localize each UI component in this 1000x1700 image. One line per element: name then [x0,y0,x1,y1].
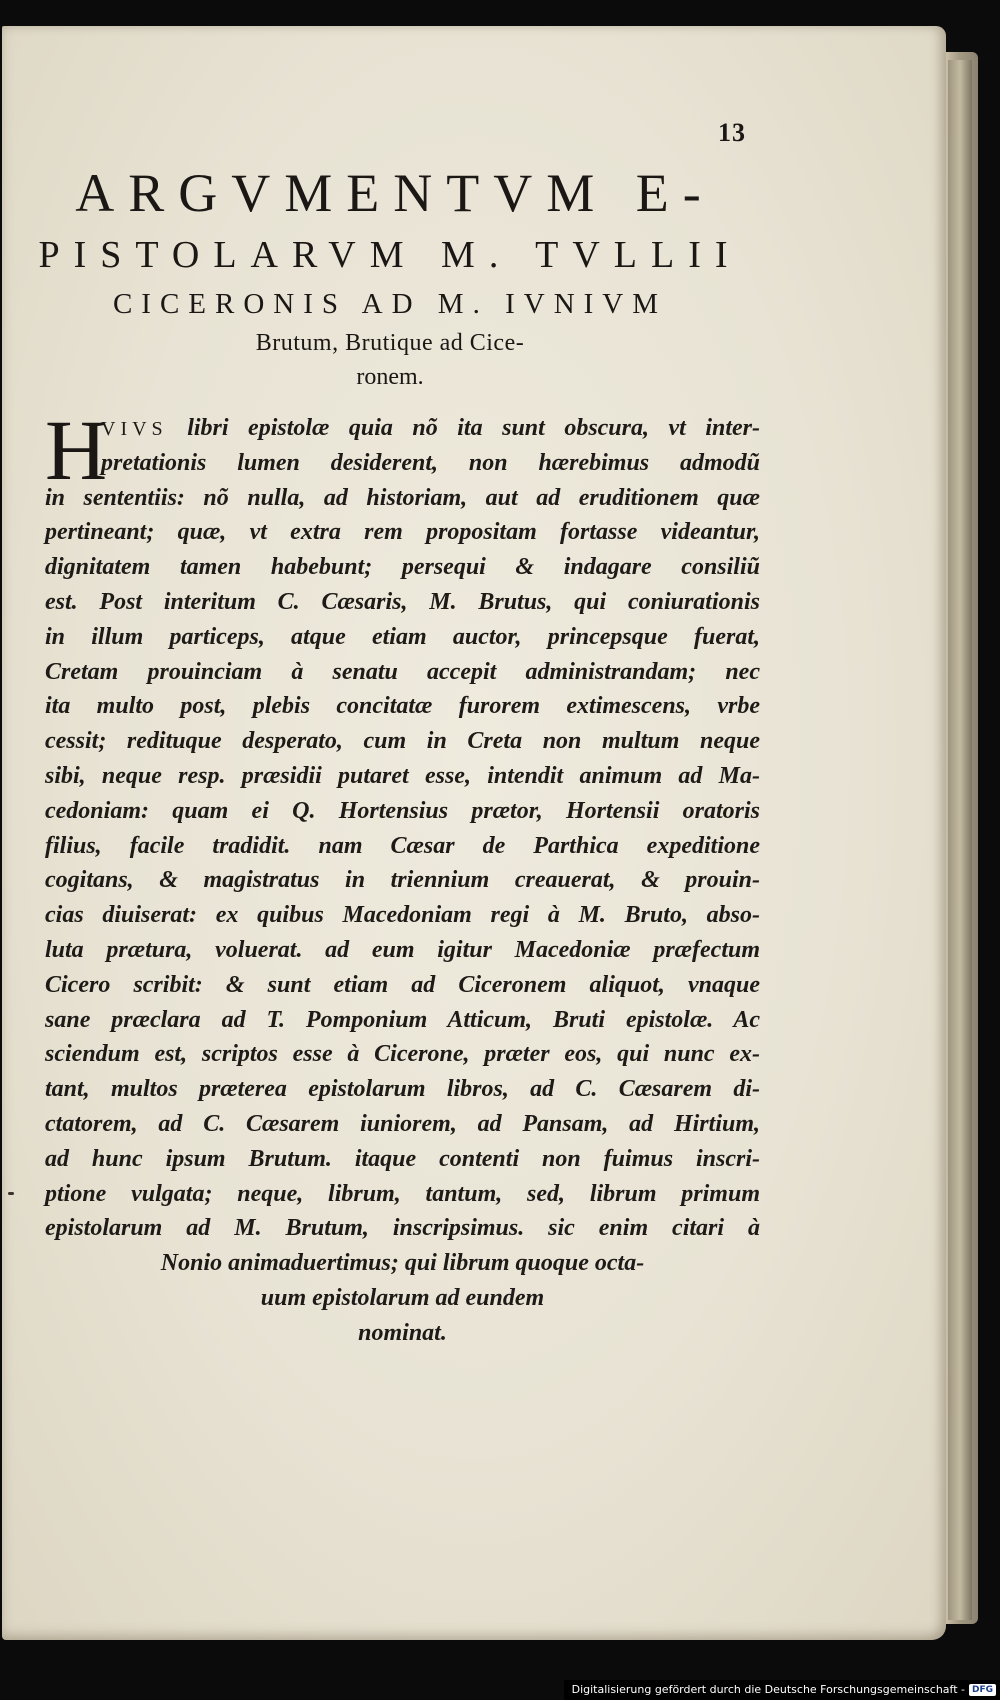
title-line-3: CICERONIS AD M. IVNIVM [112,288,668,320]
body-line: Cretam prouinciam à senatu accepit administrandam; nec [45,658,760,685]
page-edge-inner [948,60,972,1620]
digitization-credit [564,1680,1000,1700]
body-line: in illum particeps, atque etiam auctor, princepsque fuerat, [45,623,760,650]
title-line-1: ARGVMENTVM E- [75,163,715,223]
body-line: Nonio animaduertimus; qui librum quoque octa- [160,1250,645,1277]
body-line: luta prætura, voluerat. ad eum igitur Macedoniæ præfectum [45,936,760,963]
body-line: cessit; redituque desperato, cum in Creta non multum neque [45,728,760,755]
body-line: pertineant; quæ, vt extra rem propositam fortasse videantur, [45,519,760,546]
body-line: sciendum est, scriptos esse à Cicerone, præter eos, qui nunc ex- [45,1041,760,1068]
first-word-smallcaps: VIVS [101,418,168,440]
drop-cap: H [45,402,108,498]
body-line: Cicero scribit: & sunt etiam ad Ciceronem aliquot, vnaque [45,971,760,998]
body-line: ad hunc ipsum Brutum. itaque contenti non fuimus inscri- [45,1145,760,1172]
chapter-title [32,163,748,390]
body-line-text: libri epistolæ quia nõ ita sunt obscura, vt inter- [187,415,760,441]
body-line: sibi, neque resp. præsidii putaret esse, intendit animum ad Ma- [45,762,760,789]
body-line: filius, facile tradidit. nam Cæsar de Parthica expeditione [45,832,760,859]
body-line: sane præclara ad T. Pomponium Atticum, Bruti epistolæ. Ac [45,1006,760,1033]
body-line: cogitans, & magistratus in triennium creauerat, & prouin- [45,867,760,894]
body-line: est. Post interitum C. Cæsaris, M. Brutus, qui coniurationis [45,588,760,615]
body-line: in sententiis: nõ nulla, ad historiam, aut ad eruditionem quæ [45,484,760,511]
body-line: ita multo post, plebis concitatæ furorem extimescens, vrbe [45,693,760,720]
body-line: nominat. [358,1319,447,1346]
body-line: cedoniam: quam ei Q. Hortensius prætor, Hortensii oratoris [45,797,760,824]
body-line: pretationis lumen desiderent, non hærebimus admodũ [101,449,760,476]
book-page [2,26,946,1640]
body-line: dignitatem tamen habebunt; persequi & indagare consiliũ [45,554,760,581]
body-line: ctatorem, ad C. Cæsarem iuniorem, ad Pansam, ad Hirtium, [45,1110,760,1137]
page-number: 13 [718,118,746,147]
title-line-4: Brutum, Brutique ad Cice- [255,330,525,356]
title-line-5: ronem. [356,364,424,390]
body-line [45,411,760,446]
body-line: cias diuiserat: ex quibus Macedoniam regi à M. Bruto, abso- [45,902,760,929]
title-line-2: PISTOLARVM M. TVLLII [38,234,742,276]
body-line: epistolarum ad M. Brutum, inscripsimus. sic enim citari à [45,1215,760,1242]
body-line: tant, multos præterea epistolarum libros, ad C. Cæsarem di- [45,1076,760,1103]
dfg-logo-icon: DFG [969,1684,996,1696]
credit-text: Digitalisierung gefördert durch die Deutsche Forschungsgemeinschaft - [571,1683,965,1696]
body-text [45,402,760,1351]
body-line: uum epistolarum ad eundem [260,1284,545,1311]
body-line: ptione vulgata; neque, librum, tantum, sed, librum primum [45,1180,760,1207]
ink-speck [8,1192,14,1195]
